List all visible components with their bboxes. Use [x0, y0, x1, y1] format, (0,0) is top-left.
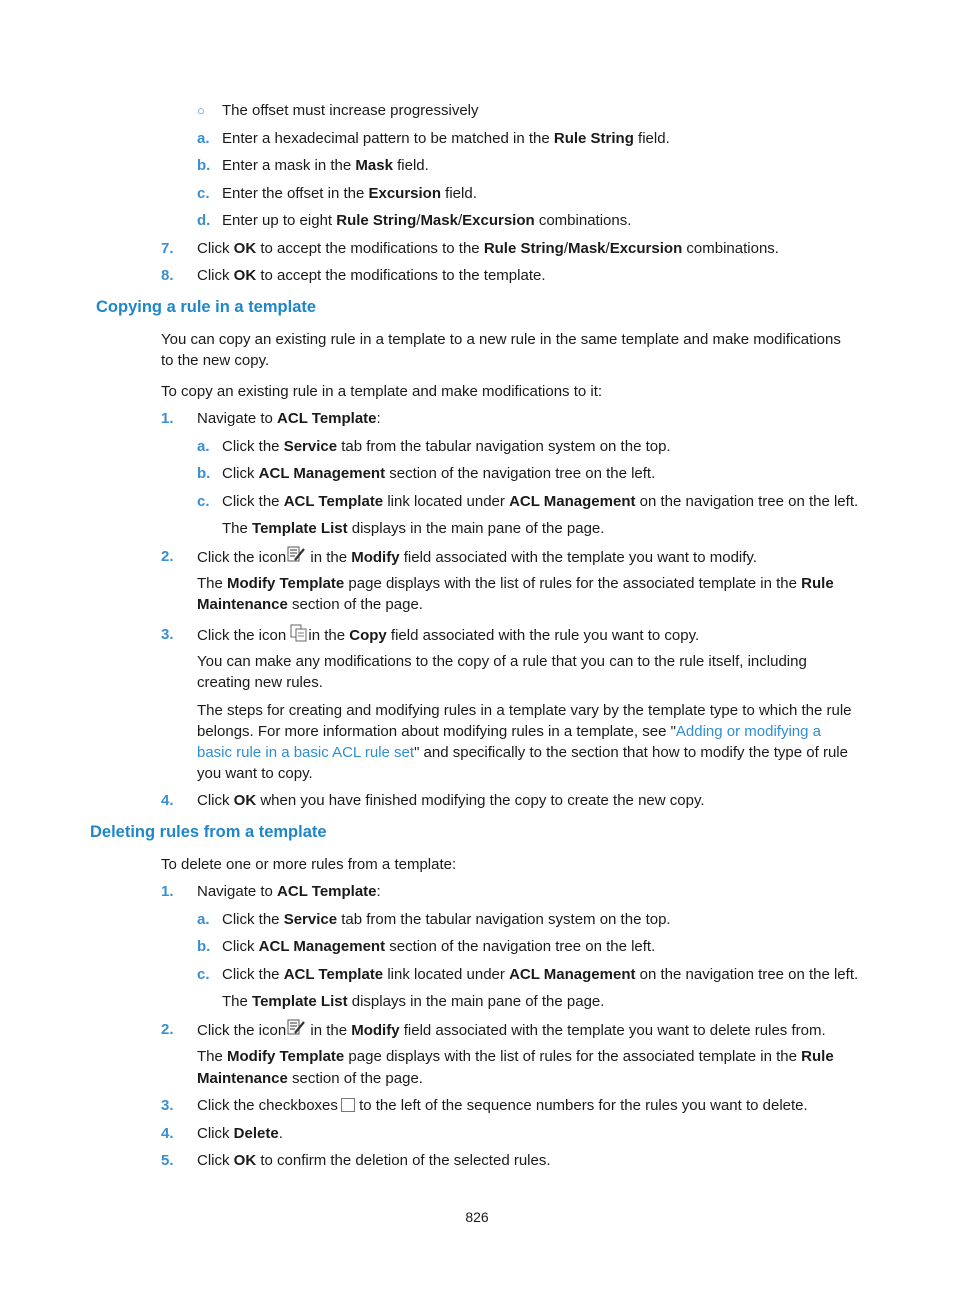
step-2-note: The Modify Template page displays with the list of rules for the associated template in the Rule — [197, 575, 834, 592]
paragraph: The steps for creating and modifying rules in a template vary by the template type to which the rule — [197, 702, 852, 719]
bullet-item: The offset must increase progressively — [222, 102, 479, 119]
list-marker: d. — [197, 212, 211, 229]
list-marker: 2. — [161, 1021, 174, 1038]
page-number: 826 — [465, 1209, 489, 1225]
step-2: Click the icon in the Modify field associated with the template you want to modify. — [197, 546, 757, 570]
paragraph: To delete one or more rules from a template: — [161, 856, 457, 873]
modify-icon — [286, 1019, 306, 1043]
cross-reference-link[interactable]: Adding or modifying a — [675, 723, 821, 740]
cross-reference-link[interactable]: basic rule in a basic ACL rule set — [197, 744, 415, 761]
list-marker: b. — [197, 157, 211, 174]
list-marker: a. — [197, 438, 210, 455]
paragraph: belongs. For more information about modifying rules in a template, see "Adding or modifying a — [197, 723, 821, 740]
paragraph: to the new copy. — [161, 352, 270, 369]
step-8: Click OK to accept the modifications to the template. — [197, 267, 546, 284]
paragraph: To copy an existing rule in a template and make modifications to it: — [161, 383, 603, 400]
step-1c: Click the ACL Template link located under ACL Management on the navigation tree on the left. — [222, 966, 859, 983]
list-marker: c. — [197, 493, 210, 510]
list-marker: 3. — [161, 626, 174, 643]
step-1b: Click ACL Management section of the navigation tree on the left. — [222, 938, 656, 955]
step-3: Click the icon in the Copy field associated with the rule you want to copy. — [197, 624, 699, 648]
list-marker: 4. — [161, 1125, 174, 1142]
list-marker: a. — [197, 911, 210, 928]
circle-bullet-icon: ○ — [197, 103, 205, 118]
copy-icon — [290, 624, 308, 648]
step-1: Navigate to ACL Template: — [197, 410, 381, 427]
list-marker: 5. — [161, 1152, 174, 1169]
paragraph: You can copy an existing rule in a template to a new rule in the same template and make modifications — [161, 331, 841, 348]
list-marker: 1. — [161, 883, 174, 900]
paragraph: creating new rules. — [197, 674, 323, 691]
step-1: Navigate to ACL Template: — [197, 883, 381, 900]
step-2-note: The Modify Template page displays with the list of rules for the associated template in the Rule — [197, 1048, 834, 1065]
step-4: Click Delete. — [197, 1125, 283, 1142]
section-heading-copy: Copying a rule in a template — [96, 298, 317, 316]
checkbox-icon — [341, 1097, 355, 1118]
list-marker: c. — [197, 966, 210, 983]
step-c-excursion: Enter the offset in the Excursion field. — [222, 185, 477, 202]
list-marker: b. — [197, 938, 211, 955]
step-1c: Click the ACL Template link located under ACL Management on the navigation tree on the left. — [222, 493, 859, 510]
step-2-note: Maintenance section of the page. — [197, 596, 423, 613]
list-marker: c. — [197, 185, 210, 202]
list-marker: a. — [197, 130, 210, 147]
step-5: Click OK to confirm the deletion of the selected rules. — [197, 1152, 551, 1169]
list-marker: 7. — [161, 240, 174, 257]
list-marker: 3. — [161, 1097, 174, 1114]
step-1c-note: The Template List displays in the main pane of the page. — [222, 520, 605, 537]
list-marker: b. — [197, 465, 211, 482]
step-1b: Click ACL Management section of the navigation tree on the left. — [222, 465, 656, 482]
step-d-combinations: Enter up to eight Rule String/Mask/Excursion combinations. — [222, 212, 632, 229]
step-2: Click the icon in the Modify field associated with the template you want to delete rules from. — [197, 1019, 826, 1043]
step-a-rule-string: Enter a hexadecimal pattern to be matched in the Rule String field. — [222, 130, 670, 147]
step-4: Click OK when you have finished modifying the copy to create the new copy. — [197, 792, 705, 809]
modify-icon — [286, 546, 306, 570]
list-marker: 1. — [161, 410, 174, 427]
step-7: Click OK to accept the modifications to the Rule String/Mask/Excursion combinations. — [197, 240, 779, 257]
list-marker: 4. — [161, 792, 174, 809]
section-heading-delete: Deleting rules from a template — [90, 823, 327, 841]
step-b-mask: Enter a mask in the Mask field. — [222, 157, 429, 174]
list-marker: 8. — [161, 267, 174, 284]
step-2-note: Maintenance section of the page. — [197, 1070, 423, 1087]
step-1c-note: The Template List displays in the main pane of the page. — [222, 993, 605, 1010]
step-1a: Click the Service tab from the tabular navigation system on the top. — [222, 911, 671, 928]
paragraph: you want to copy. — [197, 765, 313, 782]
step-1a: Click the Service tab from the tabular navigation system on the top. — [222, 438, 671, 455]
step-3: Click the checkboxes to the left of the sequence numbers for the rules you want to delete. — [197, 1095, 808, 1118]
list-marker: 2. — [161, 548, 174, 565]
paragraph: basic rule in a basic ACL rule set" and specifically to the section that how to modify the type of rule — [197, 744, 848, 761]
paragraph: You can make any modifications to the copy of a rule that you can to the rule itself, including — [197, 653, 807, 670]
